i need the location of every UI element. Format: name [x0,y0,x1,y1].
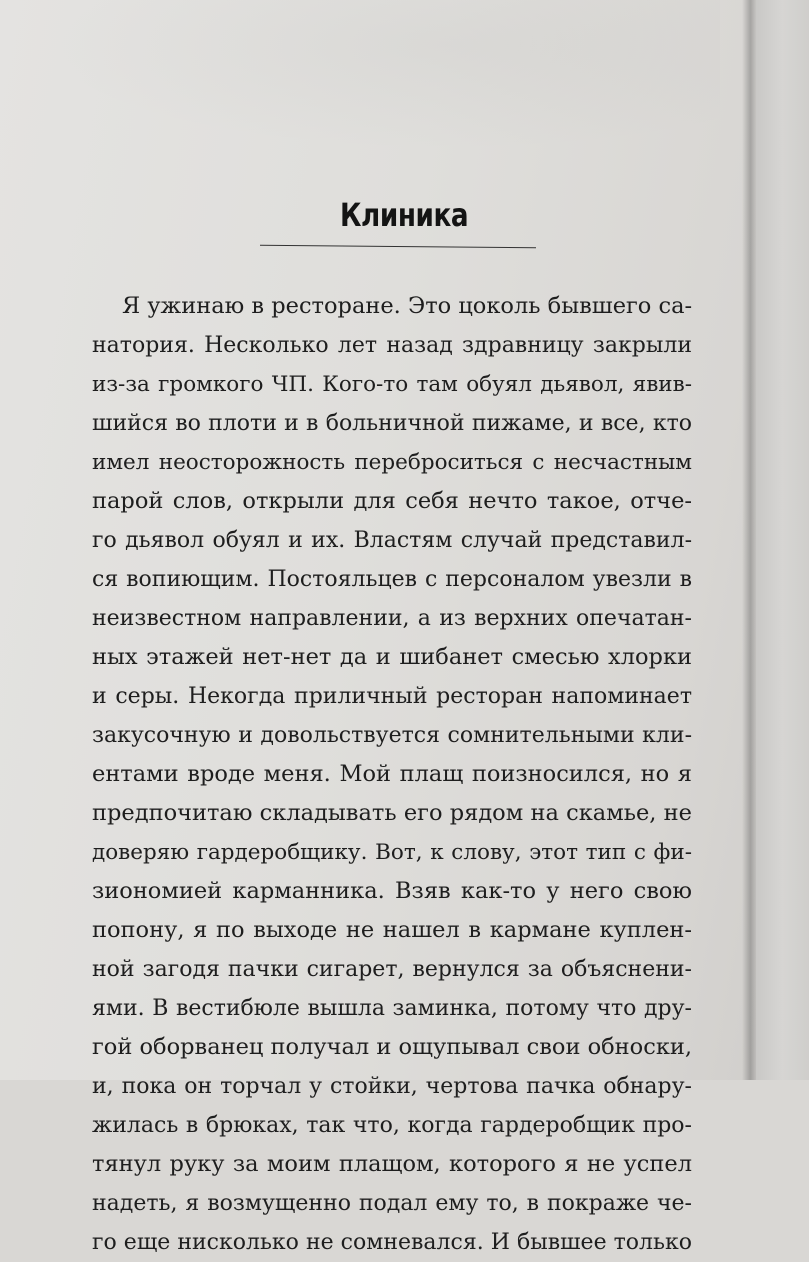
show-through-text [40,0,720,150]
text-line: ями. В вестибюле вышла заминка, потому что дру- [92,996,692,1021]
text-line: гой оборванец получал и ощупывал свои обноски, [92,1034,693,1060]
text-line: надеть, я возмущенно подал ему то, в покраже че- [92,1191,692,1216]
chapter-title: Клиника [340,196,469,234]
text-line: предпочитаю складывать его рядом на скамье, не [92,800,692,826]
adjacent-page-edge [756,0,809,1080]
text-line: неизвестном направлении, а из верхних опечатан- [92,606,692,631]
text-line: ных этажей нет-нет да и шибанет смесью хлорки [92,644,692,670]
text-line: и, пока он торчал у стойки, чертова пачка обнару- [92,1074,692,1099]
text-line: тянул руку за моим плащом, которого я не успел [92,1151,692,1177]
text-line: зиономией карманника. Взяв как-то у него свою [92,878,692,904]
text-line: имел неосторожность переброситься с несчастным [92,450,692,475]
text-line: закусочную и довольствуется сомнительными кли- [92,723,692,748]
text-line: жилась в брюках, так что, когда гардеробщик про- [92,1113,692,1138]
text-line: ентами вроде меня. Мой плащ поизносился, но я [92,761,692,787]
text-line: ной загодя пачки сигарет, вернулся за объяснени- [92,957,692,982]
title-underline-rule [260,245,536,248]
text-line: ся вопиющим. Постояльцев с персоналом увезли в [92,567,692,592]
text-line: го еще нисколько не сомневался. И бывшее только [92,1230,692,1255]
chapter-body-text [92,287,692,1262]
text-line: доверяю гардеробщику. Вот, к слову, этот тип с фи- [92,840,692,865]
text-line: из-за громкого ЧП. Кого-то там обуял дьявол, явив- [92,372,692,397]
page-gutter-shadow [742,0,756,1080]
text-line: шийся во плоти и в больничной пижаме, и все, кто [92,411,692,436]
text-line: Я ужинаю в ресторане. Это цоколь бывшего са- [122,293,693,319]
text-line: парой слов, открыли для себя нечто такое, отче- [92,488,692,514]
text-line: попону, я по выходе не нашел в кармане куплен- [92,917,692,943]
text-line: и серы. Некогда приличный ресторан напоминает [92,684,692,709]
text-line: го дьявол обуял и их. Властям случай представил- [92,528,692,553]
text-line: натория. Несколько лет назад здравницу закрыли [92,333,692,358]
